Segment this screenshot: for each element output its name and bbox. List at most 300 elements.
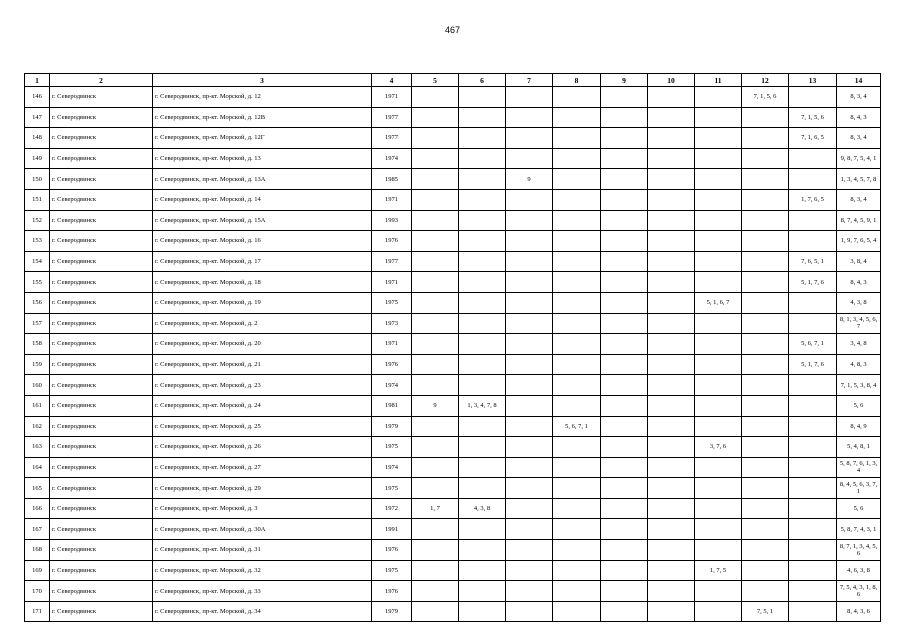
- table-row: [25, 313, 881, 334]
- table-cell: 166: [25, 498, 50, 519]
- table-cell: 1971: [372, 189, 412, 210]
- table-cell: [789, 437, 837, 458]
- table-cell: [459, 128, 506, 149]
- table-cell: [506, 581, 553, 602]
- table-cell: г. Северодвинск, пр-кт. Морской, д. 30А: [153, 519, 372, 540]
- table-cell: [742, 375, 789, 396]
- table-cell: [742, 334, 789, 355]
- table-cell: [789, 498, 837, 519]
- table-cell: [506, 87, 553, 108]
- table-cell: [742, 498, 789, 519]
- table-cell: г. Северодвинск, пр-кт. Морской, д. 21: [153, 354, 372, 375]
- table-cell: [742, 189, 789, 210]
- table-cell: [553, 107, 601, 128]
- table-cell: г. Северодвинск: [50, 581, 153, 602]
- table-cell: 8, 3, 4: [837, 87, 881, 108]
- table-cell: [789, 148, 837, 169]
- table-cell: 8, 7, 4, 5, 9, 1: [837, 210, 881, 231]
- table-cell: [601, 395, 648, 416]
- table-cell: [601, 251, 648, 272]
- table-cell: 1991: [372, 519, 412, 540]
- table-cell: 1976: [372, 581, 412, 602]
- table-cell: [601, 189, 648, 210]
- table-cell: [506, 375, 553, 396]
- table-cell: [648, 231, 695, 252]
- table-cell: 1, 3, 4, 7, 8: [459, 395, 506, 416]
- table-cell: [459, 313, 506, 334]
- table-cell: [742, 581, 789, 602]
- table-cell: [789, 601, 837, 622]
- table-cell: [695, 169, 742, 190]
- table-cell: г. Северодвинск, пр-кт. Морской, д. 23: [153, 375, 372, 396]
- table-row: [25, 231, 881, 252]
- table-cell: [742, 272, 789, 293]
- table-cell: 1, 7, 6, 5: [789, 189, 837, 210]
- table-cell: [789, 210, 837, 231]
- table-cell: [506, 437, 553, 458]
- table-cell: 5, 6, 7, 1: [553, 416, 601, 437]
- table-cell: [553, 581, 601, 602]
- table-row: [25, 272, 881, 293]
- table-cell: 5, 4, 8, 1: [837, 437, 881, 458]
- table-cell: 1, 9, 7, 6, 5, 4: [837, 231, 881, 252]
- table-cell: [789, 416, 837, 437]
- table-cell: [553, 334, 601, 355]
- table-cell: [695, 148, 742, 169]
- table-cell: [412, 457, 459, 478]
- table-cell: [601, 87, 648, 108]
- table-cell: [553, 375, 601, 396]
- table-cell: [648, 354, 695, 375]
- table-cell: [742, 416, 789, 437]
- table-cell: 1976: [372, 231, 412, 252]
- table-cell: [601, 457, 648, 478]
- table-row: [25, 87, 881, 108]
- table-cell: [459, 478, 506, 499]
- table-cell: [789, 395, 837, 416]
- table-cell: [553, 231, 601, 252]
- table-cell: [506, 416, 553, 437]
- column-header: 8: [553, 74, 601, 87]
- table-cell: [648, 457, 695, 478]
- table-cell: [695, 416, 742, 437]
- table-cell: 9, 8, 7, 5, 4, 1: [837, 148, 881, 169]
- table-cell: [601, 581, 648, 602]
- table-cell: г. Северодвинск: [50, 169, 153, 190]
- table-cell: [648, 478, 695, 499]
- table-cell: 1975: [372, 292, 412, 313]
- table-cell: 1979: [372, 601, 412, 622]
- table-cell: [412, 128, 459, 149]
- table-cell: [742, 560, 789, 581]
- table-cell: 4, 8, 3: [837, 354, 881, 375]
- table-row: [25, 128, 881, 149]
- table-cell: г. Северодвинск, пр-кт. Морской, д. 25: [153, 416, 372, 437]
- table-body: [25, 87, 881, 622]
- table-cell: [648, 437, 695, 458]
- table-cell: [695, 395, 742, 416]
- table-cell: 7, 1, 6, 5: [789, 128, 837, 149]
- table-cell: [506, 601, 553, 622]
- table-cell: [695, 313, 742, 334]
- table-cell: [412, 334, 459, 355]
- table-cell: г. Северодвинск, пр-кт. Морской, д. 3: [153, 498, 372, 519]
- table-cell: 148: [25, 128, 50, 149]
- table-cell: [459, 272, 506, 293]
- table-row: [25, 519, 881, 540]
- table-cell: г. Северодвинск, пр-кт. Морской, д. 19: [153, 292, 372, 313]
- table-cell: 1985: [372, 169, 412, 190]
- table-cell: [601, 416, 648, 437]
- table-cell: г. Северодвинск, пр-кт. Морской, д. 33: [153, 581, 372, 602]
- table-cell: [742, 148, 789, 169]
- table-cell: г. Северодвинск: [50, 148, 153, 169]
- register-table: [24, 73, 881, 622]
- table-cell: 160: [25, 375, 50, 396]
- table-cell: [459, 354, 506, 375]
- table-cell: г. Северодвинск: [50, 395, 153, 416]
- table-cell: г. Северодвинск, пр-кт. Морской, д. 27: [153, 457, 372, 478]
- table-cell: [648, 375, 695, 396]
- table-row: [25, 457, 881, 478]
- table-cell: [412, 581, 459, 602]
- table-row: [25, 107, 881, 128]
- table-cell: [412, 210, 459, 231]
- column-header: 7: [506, 74, 553, 87]
- table-cell: [553, 395, 601, 416]
- table-cell: [553, 560, 601, 581]
- table-cell: [695, 354, 742, 375]
- table-cell: 1974: [372, 375, 412, 396]
- table-cell: 7, 1, 5, 6: [742, 87, 789, 108]
- table-row: [25, 189, 881, 210]
- table-cell: 5, 6: [837, 395, 881, 416]
- table-cell: [695, 189, 742, 210]
- table-cell: [648, 581, 695, 602]
- table-row: [25, 148, 881, 169]
- table-cell: 1976: [372, 354, 412, 375]
- table-cell: [742, 457, 789, 478]
- table-cell: [601, 354, 648, 375]
- table-cell: [553, 272, 601, 293]
- table-cell: [695, 498, 742, 519]
- table-cell: [412, 478, 459, 499]
- table-cell: [412, 148, 459, 169]
- table-cell: 5, 1, 7, 6: [789, 272, 837, 293]
- table-cell: [601, 540, 648, 561]
- column-header: 2: [50, 74, 153, 87]
- table-cell: [695, 540, 742, 561]
- table-cell: [459, 560, 506, 581]
- page-number: 467: [444, 25, 461, 35]
- table-cell: 7, 5, 4, 3, 1, 8, 6: [837, 581, 881, 602]
- table-cell: [601, 313, 648, 334]
- table-cell: [459, 416, 506, 437]
- table-cell: 171: [25, 601, 50, 622]
- table-cell: [648, 313, 695, 334]
- table-row: [25, 416, 881, 437]
- table-cell: г. Северодвинск, пр-кт. Морской, д. 14: [153, 189, 372, 210]
- table-cell: [506, 354, 553, 375]
- table-cell: [412, 519, 459, 540]
- table-cell: [459, 581, 506, 602]
- table-cell: 3, 8, 4: [837, 251, 881, 272]
- table-cell: [648, 519, 695, 540]
- table-cell: г. Северодвинск, пр-кт. Морской, д. 32: [153, 560, 372, 581]
- table-cell: 1, 3, 4, 5, 7, 8: [837, 169, 881, 190]
- table-cell: [553, 540, 601, 561]
- table-row: [25, 169, 881, 190]
- table-cell: 9: [506, 169, 553, 190]
- table-cell: [412, 375, 459, 396]
- table-cell: [742, 354, 789, 375]
- table-cell: [506, 107, 553, 128]
- table-row: [25, 560, 881, 581]
- table-cell: г. Северодвинск: [50, 334, 153, 355]
- table-cell: [459, 231, 506, 252]
- table-cell: [789, 87, 837, 108]
- table-row: [25, 601, 881, 622]
- table-cell: 1, 7: [412, 498, 459, 519]
- table-row: [25, 375, 881, 396]
- table-cell: [553, 498, 601, 519]
- table-cell: [412, 87, 459, 108]
- table-cell: г. Северодвинск, пр-кт. Морской, д. 12В: [153, 107, 372, 128]
- table-cell: [459, 251, 506, 272]
- table-cell: 151: [25, 189, 50, 210]
- table-cell: [648, 292, 695, 313]
- header-row: [25, 74, 881, 87]
- table-cell: 1971: [372, 87, 412, 108]
- table-cell: [742, 231, 789, 252]
- table-cell: г. Северодвинск: [50, 189, 153, 210]
- table-cell: [553, 87, 601, 108]
- table-cell: 7, 1, 5, 3, 8, 4: [837, 375, 881, 396]
- table-cell: [412, 231, 459, 252]
- table-cell: [601, 272, 648, 293]
- table-cell: [648, 498, 695, 519]
- table-cell: 4, 3, 8: [459, 498, 506, 519]
- table-cell: 1974: [372, 148, 412, 169]
- table-cell: [601, 375, 648, 396]
- table-cell: [412, 416, 459, 437]
- column-header: 13: [789, 74, 837, 87]
- table-cell: [742, 395, 789, 416]
- table-cell: [648, 169, 695, 190]
- table-cell: [789, 581, 837, 602]
- table-row: [25, 395, 881, 416]
- table-cell: 165: [25, 478, 50, 499]
- table-cell: [506, 457, 553, 478]
- table-cell: [459, 107, 506, 128]
- table-cell: [506, 128, 553, 149]
- table-cell: [742, 313, 789, 334]
- table-cell: [601, 519, 648, 540]
- table-row: [25, 498, 881, 519]
- table-cell: [648, 272, 695, 293]
- table-cell: [553, 437, 601, 458]
- table-cell: г. Северодвинск: [50, 540, 153, 561]
- table-cell: [742, 169, 789, 190]
- table-cell: [459, 148, 506, 169]
- table-row: [25, 354, 881, 375]
- table-cell: г. Северодвинск, пр-кт. Морской, д. 24: [153, 395, 372, 416]
- table-cell: 164: [25, 457, 50, 478]
- table-cell: [553, 128, 601, 149]
- table-cell: 5, 8, 7, 6, 1, 3, 4: [837, 457, 881, 478]
- table-cell: 159: [25, 354, 50, 375]
- table-cell: [789, 375, 837, 396]
- table-cell: [695, 87, 742, 108]
- table-cell: [695, 375, 742, 396]
- table-cell: 5, 6: [837, 498, 881, 519]
- table-cell: [789, 457, 837, 478]
- table-cell: [412, 169, 459, 190]
- column-header: 4: [372, 74, 412, 87]
- table-cell: [506, 540, 553, 561]
- table-cell: [648, 416, 695, 437]
- table-cell: [601, 210, 648, 231]
- column-header: 14: [837, 74, 881, 87]
- column-header: 6: [459, 74, 506, 87]
- table-cell: г. Северодвинск, пр-кт. Морской, д. 20: [153, 334, 372, 355]
- table-cell: 1993: [372, 210, 412, 231]
- table-cell: г. Северодвинск: [50, 107, 153, 128]
- table-cell: г. Северодвинск, пр-кт. Морской, д. 16: [153, 231, 372, 252]
- table-cell: 8, 4, 3: [837, 107, 881, 128]
- table-cell: [742, 210, 789, 231]
- table-cell: г. Северодвинск: [50, 601, 153, 622]
- table-cell: г. Северодвинск: [50, 87, 153, 108]
- table-cell: г. Северодвинск, пр-кт. Морской, д. 29: [153, 478, 372, 499]
- table-cell: [648, 87, 695, 108]
- table-cell: 157: [25, 313, 50, 334]
- table-cell: [601, 334, 648, 355]
- table-cell: [412, 107, 459, 128]
- table-cell: г. Северодвинск: [50, 457, 153, 478]
- table-cell: 153: [25, 231, 50, 252]
- table-cell: [648, 601, 695, 622]
- column-header: 1: [25, 74, 50, 87]
- table-cell: 8, 4, 3, 6: [837, 601, 881, 622]
- table-cell: 149: [25, 148, 50, 169]
- table-cell: г. Северодвинск: [50, 272, 153, 293]
- table-cell: [742, 292, 789, 313]
- table-cell: 155: [25, 272, 50, 293]
- table-cell: [506, 498, 553, 519]
- table-cell: [695, 519, 742, 540]
- table-row: [25, 292, 881, 313]
- table-cell: [506, 251, 553, 272]
- table-cell: г. Северодвинск, пр-кт. Морской, д. 13А: [153, 169, 372, 190]
- table-cell: [601, 560, 648, 581]
- table-cell: [742, 540, 789, 561]
- table-cell: [695, 231, 742, 252]
- column-header: 3: [153, 74, 372, 87]
- table-cell: [459, 519, 506, 540]
- table-cell: 162: [25, 416, 50, 437]
- column-header: 10: [648, 74, 695, 87]
- table-cell: [648, 210, 695, 231]
- table-cell: [506, 272, 553, 293]
- table-cell: 167: [25, 519, 50, 540]
- table-cell: 5, 1, 6, 7: [695, 292, 742, 313]
- table-cell: г. Северодвинск: [50, 375, 153, 396]
- table-cell: 1975: [372, 560, 412, 581]
- table-cell: [412, 189, 459, 210]
- table-cell: 154: [25, 251, 50, 272]
- table-cell: [553, 457, 601, 478]
- table-cell: [695, 210, 742, 231]
- table-cell: 170: [25, 581, 50, 602]
- table-cell: г. Северодвинск: [50, 498, 153, 519]
- table-cell: г. Северодвинск: [50, 354, 153, 375]
- table-cell: [789, 292, 837, 313]
- table-row: [25, 251, 881, 272]
- table-cell: 8, 1, 3, 4, 5, 6, 7: [837, 313, 881, 334]
- table-cell: [695, 581, 742, 602]
- table-cell: [648, 334, 695, 355]
- table-cell: 7, 5, 1: [742, 601, 789, 622]
- table-cell: [648, 107, 695, 128]
- table-cell: г. Северодвинск, пр-кт. Морской, д. 13: [153, 148, 372, 169]
- table-cell: 150: [25, 169, 50, 190]
- table-cell: г. Северодвинск: [50, 313, 153, 334]
- table-cell: 147: [25, 107, 50, 128]
- table-cell: [459, 375, 506, 396]
- table-cell: 7, 6, 5, 1: [789, 251, 837, 272]
- table-cell: [412, 313, 459, 334]
- table-cell: [695, 457, 742, 478]
- table-cell: [412, 292, 459, 313]
- table-cell: [695, 478, 742, 499]
- table-cell: [506, 519, 553, 540]
- table-cell: [648, 189, 695, 210]
- table-cell: 1971: [372, 334, 412, 355]
- table-cell: 1972: [372, 498, 412, 519]
- table-cell: [601, 128, 648, 149]
- table-cell: [601, 107, 648, 128]
- table-cell: 1979: [372, 416, 412, 437]
- table-cell: [648, 251, 695, 272]
- table-cell: 1977: [372, 128, 412, 149]
- table-cell: [695, 272, 742, 293]
- table-cell: 163: [25, 437, 50, 458]
- table-cell: 5, 1, 7, 6: [789, 354, 837, 375]
- table-cell: 1976: [372, 540, 412, 561]
- table-cell: [789, 478, 837, 499]
- table-cell: 1981: [372, 395, 412, 416]
- table-cell: [601, 148, 648, 169]
- table-cell: [601, 292, 648, 313]
- table-cell: [695, 334, 742, 355]
- table-cell: г. Северодвинск, пр-кт. Морской, д. 2: [153, 313, 372, 334]
- table-cell: 1, 7, 5: [695, 560, 742, 581]
- table-cell: [601, 478, 648, 499]
- table-cell: [506, 395, 553, 416]
- table-cell: [553, 189, 601, 210]
- table-cell: [506, 292, 553, 313]
- table-cell: 1977: [372, 107, 412, 128]
- table-cell: [412, 354, 459, 375]
- table-cell: [553, 354, 601, 375]
- table-cell: г. Северодвинск, пр-кт. Морской, д. 15А: [153, 210, 372, 231]
- table-cell: г. Северодвинск, пр-кт. Морской, д. 12Г: [153, 128, 372, 149]
- table-cell: 161: [25, 395, 50, 416]
- column-header: 12: [742, 74, 789, 87]
- table-cell: [695, 601, 742, 622]
- table-cell: [459, 457, 506, 478]
